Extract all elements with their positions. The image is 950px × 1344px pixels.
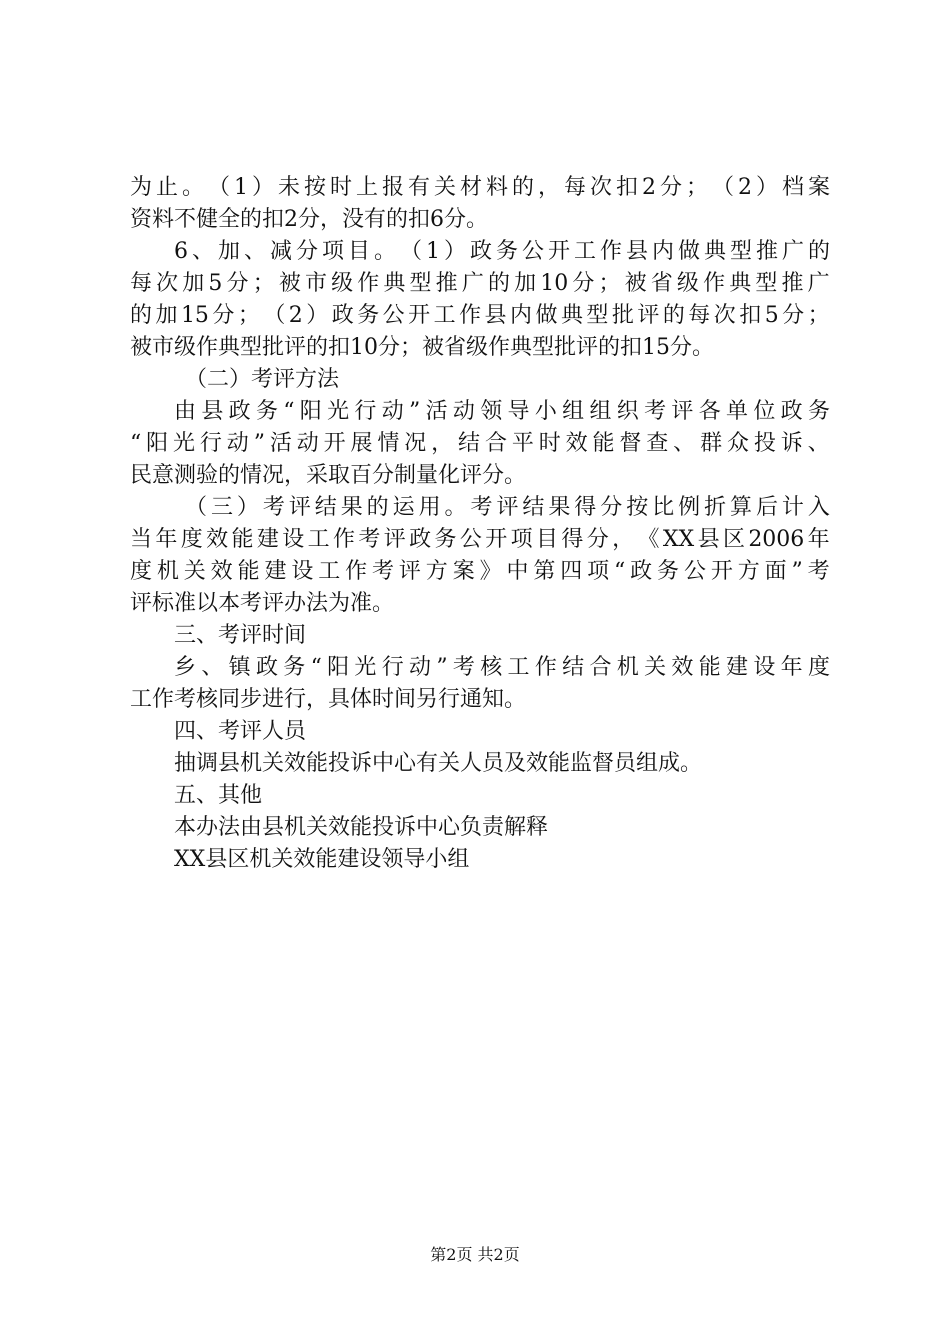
document-line: 的 加 15 分 ； （ 2 ） 政 务 公 开 工 作 县 内 做 典 型 批 评 的 每 次 扣 5 分 ； [130, 303, 830, 328]
document-line: 每 次 加 5 分 ； 被 市 级 作 典 型 推 广 的 加 10 分 ； 被 省 级 作 典 型 推 广 [130, 271, 830, 296]
document-line [130, 780, 830, 812]
line-text: 本办法由县机关效能投诉中心负责解释 [174, 815, 549, 840]
line-text: （二）考评方法 [185, 367, 340, 392]
document-line [130, 716, 830, 748]
line-text: 三、考评时间 [174, 623, 307, 648]
document-line [130, 684, 830, 716]
document-line: “ 阳 光 行 动 ” 活 动 开 展 情 况 ， 结 合 平 时 效 能 督 查 、 群 众 投 诉 、 [130, 431, 830, 456]
document-line: 为 止 。 （ 1 ） 未 按 时 上 报 有 关 材 料 的 ， 每 次 扣 2 分 ； （ 2 ） 档 案 [130, 175, 830, 200]
line-text: 抽调县机关效能投诉中心有关人员及效能监督员组成。 [174, 751, 703, 776]
document-line: 乡 、 镇 政 务 “ 阳 光 行 动 ” 考 核 工 作 结 合 机 关 效 能 建 设 年 度 [174, 655, 830, 680]
document-line: 度 机 关 效 能 建 设 工 作 考 评 方 案 》 中 第 四 项 “ 政 务 公 开 方 面 ” 考 [130, 559, 830, 584]
document-line [130, 332, 830, 364]
document-line [130, 588, 830, 620]
line-text: 民意测验的情况，采取百分制量化评分。 [130, 463, 527, 488]
document-line [130, 204, 830, 236]
line-text: 被市级作典型批评的扣10分；被省级作典型批评的扣15分。 [130, 335, 714, 360]
document-line: 由 县 政 务 “ 阳 光 行 动 ” 活 动 领 导 小 组 组 织 考 评 各 单 位 政 务 [174, 399, 830, 424]
document-line [130, 620, 830, 652]
line-text: 四、考评人员 [174, 719, 307, 744]
line-text: 工作考核同步进行，具体时间另行通知。 [130, 687, 527, 712]
document-line: 当 年 度 效 能 建 设 工 作 考 评 政 务 公 开 项 目 得 分 ， 《 XX 县 区 2006 年 [130, 527, 830, 552]
document-line [130, 812, 830, 844]
document-line: （ 三 ） 考 评 结 果 的 运 用 。 考 评 结 果 得 分 按 比 例 折 算 后 计 入 [185, 495, 830, 520]
document-body [130, 172, 830, 876]
line-text: 资料不健全的扣2分，没有的扣6分。 [130, 207, 488, 232]
page-number: 第2页 共2页 [430, 1245, 520, 1264]
document-line [130, 364, 830, 396]
line-text: 评标准以本考评办法为准。 [130, 591, 395, 616]
page-footer [0, 1244, 950, 1266]
document-line: 6 、 加 、 减 分 项 目 。 （ 1 ） 政 务 公 开 工 作 县 内 做 典 型 推 广 的 [174, 239, 830, 264]
document-line [130, 460, 830, 492]
line-text: 五、其他 [174, 783, 263, 808]
document-line [130, 844, 830, 876]
document-line [130, 748, 830, 780]
line-text: XX县区机关效能建设领导小组 [174, 847, 470, 872]
